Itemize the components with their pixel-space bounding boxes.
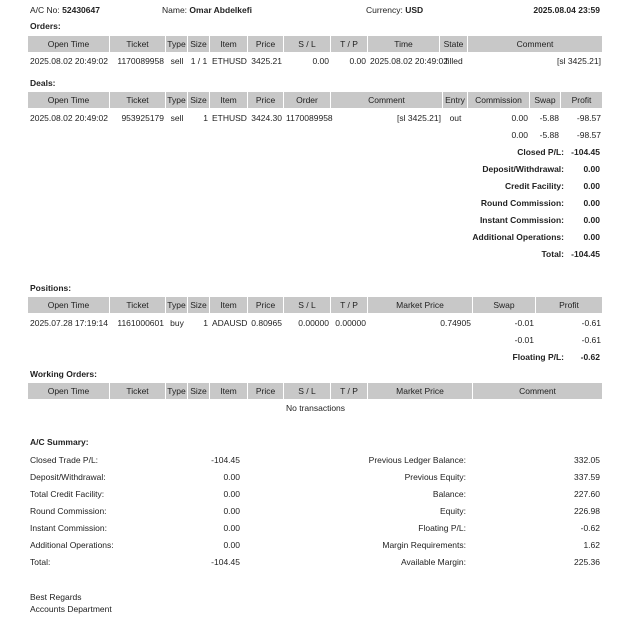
positions-cell: 0.00000: [298, 318, 329, 328]
positions-title: Positions:: [30, 283, 72, 293]
ac-summary-left-value: 0.00: [223, 523, 240, 533]
deals-summary-label: Closed P/L:: [517, 147, 564, 157]
deals-title: Deals:: [30, 78, 56, 88]
positions-col-header: Type: [166, 297, 188, 313]
deals-cell: 0.00: [511, 113, 528, 123]
positions-col-header: Open Time: [28, 297, 110, 313]
deals-cell: -5.88: [539, 113, 559, 123]
orders-cell: 2025.08.02 20:49:02: [30, 56, 108, 66]
deals-cell: [sl 3425.21]: [397, 113, 441, 123]
ac-summary-left-value: 0.00: [223, 489, 240, 499]
orders-row: [28, 55, 603, 67]
deals-row: [28, 112, 603, 124]
positions-cell: 0.80965: [251, 318, 282, 328]
account-currency: Currency: USD: [366, 5, 424, 15]
positions-cell: 1: [203, 318, 208, 328]
ac-summary-right-value: 332.05: [574, 455, 600, 465]
positions-cell: 0.00000: [335, 318, 366, 328]
footer-regards: Best Regards: [30, 592, 82, 602]
no-transactions-text: No transactions: [285, 403, 346, 413]
deals-cell: -98.57: [576, 113, 601, 123]
orders-col-header: Size: [188, 36, 210, 52]
working-orders-header: [28, 383, 603, 399]
ac-summary-right-label: Equity:: [440, 506, 466, 516]
positions-col-header: Item: [210, 297, 248, 313]
orders-col-header: Comment: [468, 36, 603, 52]
orders-col-header: S / L: [284, 36, 331, 52]
positions-col-header: Ticket: [110, 297, 166, 313]
ac-summary-right-label: Available Margin:: [400, 557, 466, 567]
working_orders-col-header: Item: [210, 383, 248, 399]
deals-header: [28, 92, 603, 108]
deals-cell: -98.57: [576, 130, 601, 140]
working_orders-col-header: Ticket: [110, 383, 166, 399]
orders-col-header: Time: [368, 36, 440, 52]
working_orders-col-header: Open Time: [28, 383, 110, 399]
orders-cell: 0.00: [349, 56, 366, 66]
deals-cell: -5.88: [539, 130, 559, 140]
deals-cell: 1: [203, 113, 208, 123]
positions-col-header: Price: [248, 297, 284, 313]
ac-summary-left-value: 0.00: [223, 506, 240, 516]
report-datetime: 2025.08.04 23:59: [533, 5, 600, 15]
floating-pl-label: Floating P/L:: [512, 352, 564, 362]
ac-summary-title: A/C Summary:: [30, 437, 89, 447]
orders-cell: sell: [170, 56, 184, 66]
deals-col-header: Open Time: [28, 92, 110, 108]
positions-cell: 2025.07.28 17:19:14: [30, 318, 108, 328]
ac-summary-left-label: Additional Operations:: [30, 540, 114, 550]
deals-summary-value: -104.45: [571, 147, 600, 157]
orders-cell: 3425.21: [251, 56, 282, 66]
positions-cell: -0.61: [581, 318, 601, 328]
deals-cell: ETHUSD: [212, 113, 247, 123]
deals-col-header: Entry: [443, 92, 468, 108]
deals-col-header: Ticket: [110, 92, 166, 108]
deals-summary-label: Deposit/Withdrawal:: [482, 164, 564, 174]
ac-summary-right-value: -0.62: [580, 523, 600, 533]
positions-col-header: Market Price: [368, 297, 473, 313]
ac-summary-left-value: -104.45: [211, 455, 240, 465]
deals-summary-label: Round Commission:: [480, 198, 564, 208]
working_orders-col-header: Market Price: [368, 383, 473, 399]
deals-cell: 3424.30: [251, 113, 282, 123]
footer-department: Accounts Department: [30, 604, 112, 614]
deals-cell: 1170089958: [286, 113, 333, 123]
deals-cell: out: [449, 113, 462, 123]
orders-col-header: Ticket: [110, 36, 166, 52]
deals-col-header: Type: [166, 92, 188, 108]
positions-cell: -0.01: [514, 318, 534, 328]
working_orders-col-header: T / P: [331, 383, 368, 399]
positions-row: [28, 317, 603, 329]
deals-cell: sell: [170, 113, 184, 123]
deals-summary-value: 0.00: [583, 198, 600, 208]
positions-cell: -0.01: [514, 335, 534, 345]
deals-col-header: Size: [188, 92, 210, 108]
positions-cell: 0.74905: [440, 318, 471, 328]
ac-summary-left-value: -104.45: [211, 557, 240, 567]
ac-summary-left-label: Deposit/Withdrawal:: [30, 472, 106, 482]
orders-cell: 1170089958: [117, 56, 164, 66]
positions-col-header: Size: [188, 297, 210, 313]
positions-col-header: S / L: [284, 297, 331, 313]
deals-summary-value: 0.00: [583, 164, 600, 174]
deals-col-header: Profit: [561, 92, 603, 108]
working-orders-title: Working Orders:: [30, 369, 97, 379]
deals-col-header: Item: [210, 92, 248, 108]
orders-cell: ETHUSD: [212, 56, 247, 66]
positions-col-header: Profit: [536, 297, 603, 313]
working_orders-col-header: Size: [188, 383, 210, 399]
deals-summary-value: 0.00: [583, 181, 600, 191]
orders-cell: [sl 3425.21]: [557, 56, 601, 66]
orders-col-header: State: [440, 36, 468, 52]
deals-summary-value: -104.45: [571, 249, 600, 259]
ac-summary-right-value: 337.59: [574, 472, 600, 482]
ac-summary-left-label: Total:: [30, 557, 51, 567]
positions-header: [28, 297, 603, 313]
positions-cell: -0.61: [581, 335, 601, 345]
working_orders-col-header: S / L: [284, 383, 331, 399]
account-name: Name: Omar Abdelkefi: [162, 5, 252, 15]
deals-summary-label: Instant Commission:: [479, 215, 564, 225]
deals-cell: 0.00: [511, 130, 528, 140]
positions-cell: buy: [170, 318, 184, 328]
working_orders-col-header: Type: [166, 383, 188, 399]
orders-col-header: Price: [248, 36, 284, 52]
deals-summary-label: Total:: [541, 249, 564, 259]
ac-summary-right-label: Margin Requirements:: [382, 540, 466, 550]
working_orders-col-header: Price: [248, 383, 284, 399]
deals-col-header: Swap: [530, 92, 561, 108]
positions-total-row: [28, 334, 603, 346]
orders-cell: filled: [445, 56, 463, 66]
orders-col-header: Open Time: [28, 36, 110, 52]
ac-summary-right-label: Balance:: [432, 489, 466, 499]
account-number: A/C No: 52430647: [30, 5, 100, 15]
ac-summary-right-label: Previous Ledger Balance:: [368, 455, 466, 465]
orders-cell: 2025.08.02 20:49:02: [370, 56, 448, 66]
ac-summary-left-value: 0.00: [223, 540, 240, 550]
positions-cell: ADAUSD: [212, 318, 248, 328]
deals-summary-label: Additional Operations:: [472, 232, 564, 242]
deals-summary-value: 0.00: [583, 215, 600, 225]
deals-col-header: Price: [248, 92, 284, 108]
positions-cell: 1161000601: [117, 318, 164, 328]
deals-total-row: [28, 129, 603, 141]
orders-col-header: Item: [210, 36, 248, 52]
orders-cell: 1 / 1: [190, 56, 208, 66]
deals-summary-value: 0.00: [583, 232, 600, 242]
positions-col-header: Swap: [473, 297, 536, 313]
deals-cell: 953925179: [121, 113, 164, 123]
orders-header: [28, 36, 603, 52]
ac-summary-left-label: Instant Commission:: [30, 523, 107, 533]
deals-cell: 2025.08.02 20:49:02: [30, 113, 108, 123]
deals-col-header: Comment: [331, 92, 443, 108]
ac-summary-right-label: Previous Equity:: [404, 472, 466, 482]
positions-col-header: T / P: [331, 297, 368, 313]
deals-col-header: Order: [284, 92, 331, 108]
orders-col-header: Type: [166, 36, 188, 52]
ac-summary-left-label: Closed Trade P/L:: [30, 455, 99, 465]
ac-summary-right-value: 226.98: [574, 506, 600, 516]
deals-col-header: Commission: [468, 92, 530, 108]
floating-pl-value: -0.62: [580, 352, 600, 362]
ac-summary-left-label: Total Credit Facility:: [30, 489, 105, 499]
ac-summary-left-value: 0.00: [223, 472, 240, 482]
ac-summary-right-value: 225.36: [574, 557, 600, 567]
ac-summary-right-label: Floating P/L:: [418, 523, 466, 533]
orders-col-header: T / P: [331, 36, 368, 52]
ac-summary-left-label: Round Commission:: [30, 506, 107, 516]
ac-summary-right-value: 227.60: [574, 489, 600, 499]
orders-title: Orders:: [30, 21, 61, 31]
working_orders-col-header: Comment: [473, 383, 603, 399]
deals-summary-label: Credit Facility:: [504, 181, 564, 191]
ac-summary-right-value: 1.62: [583, 540, 600, 550]
orders-cell: 0.00: [312, 56, 329, 66]
